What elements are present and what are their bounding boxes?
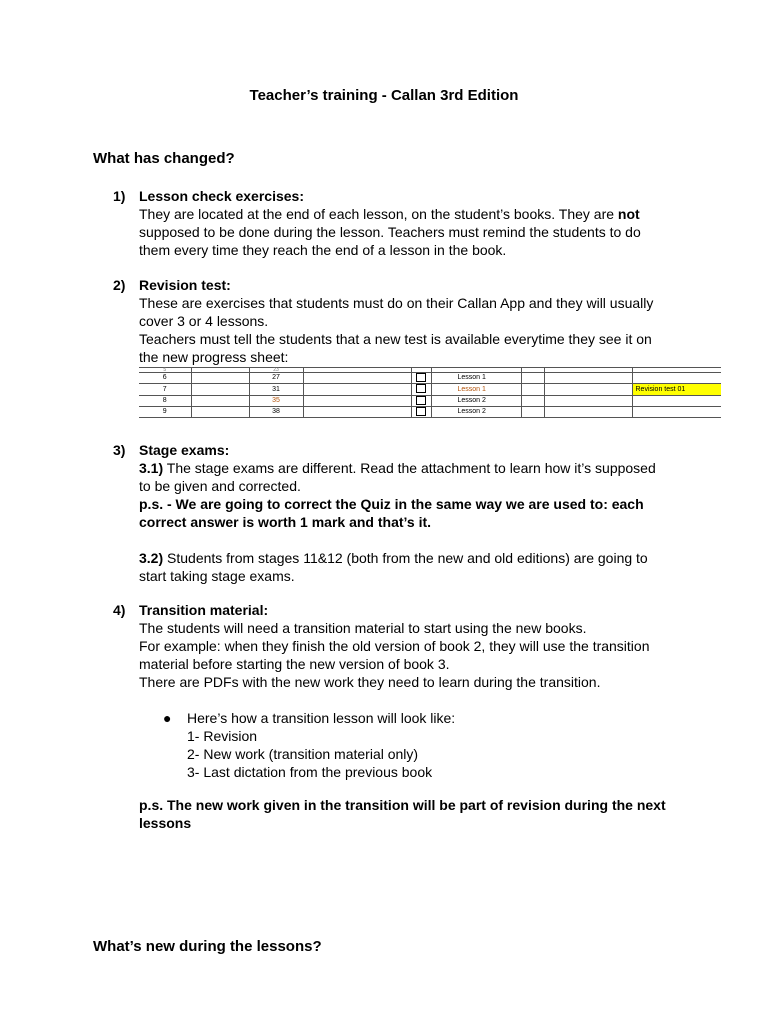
item-text: Teachers must tell the students that a new test is available everytime they see it on (139, 331, 652, 347)
item-number: 4) (113, 602, 126, 618)
section-heading-whats-new: What’s new during the lessons? (93, 938, 322, 955)
section-heading-what-changed: What has changed? (93, 150, 235, 167)
final-ps-note: p.s. The new work given in the transition will be part of revision during the next lessons (139, 797, 666, 831)
bullet-subitem: 3- Last dictation from the previous book (187, 764, 433, 780)
item-text: material before starting the new version of book 3. (139, 656, 450, 672)
item-heading: Transition material: (139, 602, 269, 618)
bullet-subitem: 1- Revision (187, 728, 258, 744)
item-number: 1) (113, 188, 126, 204)
item-number: 3) (113, 442, 126, 458)
sheet-row: 5 23 (139, 368, 721, 373)
bullet-subitem: 2- New work (transition material only) (187, 746, 419, 762)
item-heading: Stage exams: (139, 442, 230, 458)
sheet-row: 6 27 Lesson 1 (139, 373, 721, 384)
item-number: 2) (113, 277, 126, 293)
sheet-row: 8 35 Lesson 2 (139, 395, 721, 406)
item-text: the new progress sheet: (139, 349, 289, 365)
item-stage-exams (113, 441, 693, 585)
item-text: 3.2) Students from stages 11&12 (both from the new and old editions) are going to (139, 550, 648, 566)
item-text: 3.1) The stage exams are different. Read the attachment to learn how it’s supposed (139, 460, 656, 476)
checkbox-icon (416, 407, 426, 416)
item-text: cover 3 or 4 lessons. (139, 313, 269, 329)
progress-sheet-snippet (139, 367, 721, 422)
ps-note: correct answer is worth 1 mark and that’s it. (139, 514, 432, 530)
bullet-text: Here’s how a transition lesson will look like: (187, 710, 456, 726)
item-text: They are located at the end of each lesson, on the student’s books. They are not (139, 206, 640, 222)
checkbox-icon (416, 373, 426, 382)
item-text: There are PDFs with the new work they need to learn during the transition. (139, 674, 601, 690)
sheet-row: 9 38 Lesson 2 (139, 407, 721, 418)
bullet-item (163, 709, 693, 781)
checkbox-icon (416, 384, 426, 393)
item-text: The students will need a transition material to start using the new books. (139, 620, 587, 636)
item-transition-material (113, 601, 693, 781)
item-heading: Lesson check exercises: (139, 188, 304, 204)
bullet-icon: ● (163, 710, 172, 726)
sheet-row: 7 31 Lesson 1 Revision test 01 (139, 384, 721, 395)
item-lesson-check (113, 187, 693, 259)
item-text: them every time they reach the end of a lesson in the book. (139, 242, 507, 258)
item-text: supposed to be done during the lesson. Teachers must remind the students to do (139, 224, 641, 240)
item-text: These are exercises that students must do on their Callan App and they will usually (139, 295, 654, 311)
document-title: Teacher’s training - Callan 3rd Edition (249, 87, 519, 104)
checkbox-icon (416, 396, 426, 405)
item-text: to be given and corrected. (139, 478, 301, 494)
revision-test-highlight: Revision test 01 (632, 384, 721, 395)
item-heading: Revision test: (139, 277, 231, 293)
item-text: For example: when they finish the old version of book 2, they will use the transition (139, 638, 650, 654)
ps-note: p.s. - We are going to correct the Quiz in the same way we are used to: each (139, 496, 644, 512)
item-text: start taking stage exams. (139, 568, 295, 584)
item-revision-test (113, 276, 693, 366)
